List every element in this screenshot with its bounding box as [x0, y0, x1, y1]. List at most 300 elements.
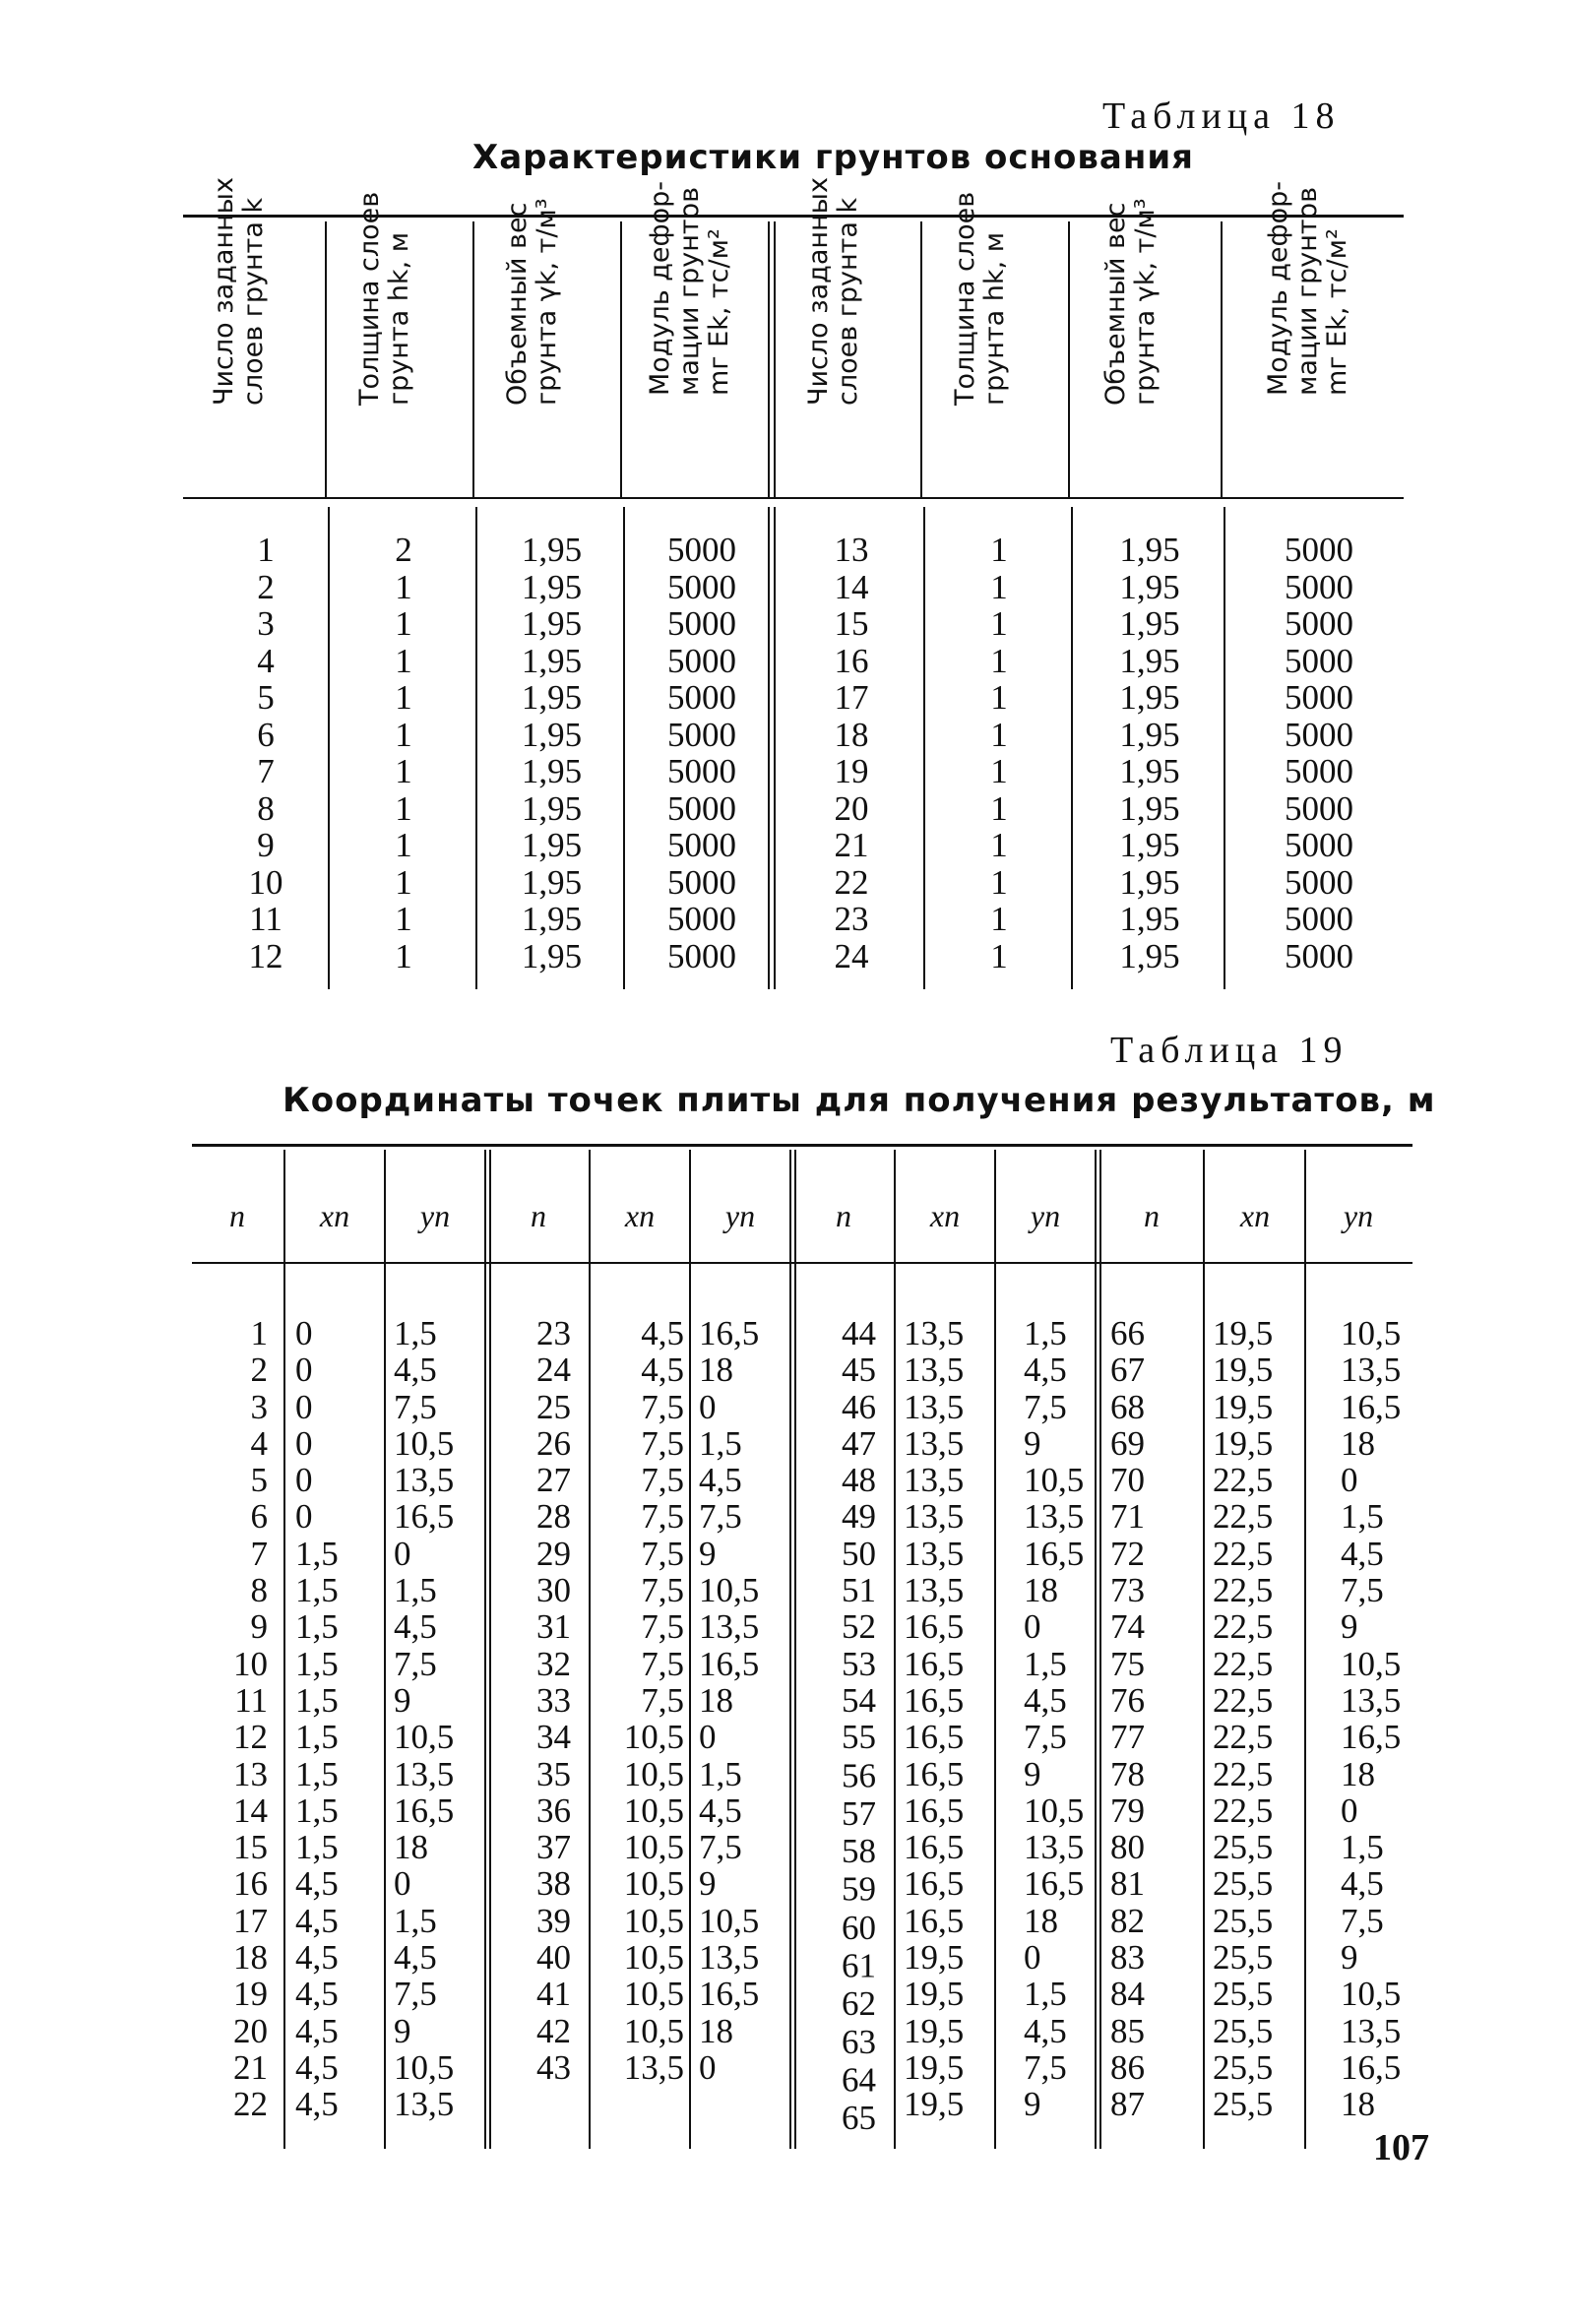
table-cell: 0: [394, 1534, 411, 1573]
table-cell: 13,5: [1024, 1497, 1085, 1537]
table-cell: 16,5: [904, 1680, 965, 1720]
t18-header-text: Модуль дефор- мации грунтов mг Ek, тс/м²: [1263, 181, 1352, 396]
table-cell: 10,5: [623, 1901, 684, 1940]
table-cell: 7,5: [1024, 1718, 1067, 1757]
table-cell: 1: [395, 788, 412, 828]
table-cell: 7,5: [641, 1607, 684, 1647]
t19-header-text: yn: [1343, 1198, 1374, 1233]
table-cell: 19: [834, 752, 869, 790]
table-cell: 1,5: [1341, 1828, 1384, 1867]
table-cell: 1: [990, 936, 1008, 975]
table19-header-rule: [192, 1262, 1412, 1264]
table-cell: 1,95: [1119, 567, 1180, 606]
t19-sep: [894, 1150, 896, 2149]
table-cell: 19,5: [904, 2011, 965, 2050]
t19-header-y: [1309, 1186, 1408, 1245]
table-cell: 10,5: [699, 1901, 760, 1940]
table-cell: 1,5: [394, 1314, 437, 1352]
table-cell: 25,5: [1213, 1975, 1274, 2014]
table-cell: 4,5: [1341, 1534, 1384, 1573]
table-cell: 1: [395, 641, 412, 680]
table-cell: 19,5: [904, 1938, 965, 1978]
table-cell: 18: [1341, 1423, 1375, 1463]
table-cell: 4,5: [394, 1350, 437, 1390]
table-cell: 7,5: [1024, 1387, 1067, 1426]
table-cell: 7,5: [699, 1828, 742, 1867]
table-cell: 39: [536, 1901, 571, 1940]
table-cell: 87: [1110, 2085, 1145, 2124]
table-cell: 7,5: [394, 1387, 437, 1426]
table-cell: 1,95: [521, 936, 583, 975]
table-cell: 9: [1341, 1607, 1358, 1647]
table-cell: 10,5: [1024, 1790, 1085, 1830]
t18-header-cell: [922, 191, 1068, 494]
table-cell: 85: [1110, 2011, 1145, 2050]
table-cell: 16,5: [394, 1497, 455, 1537]
table-cell: 1,95: [1119, 826, 1180, 864]
t19-header-n: n: [836, 1198, 851, 1233]
table-cell: 16: [233, 1864, 268, 1904]
table-cell: 4,5: [394, 1607, 437, 1647]
table-cell: 1,5: [394, 1901, 437, 1940]
table-cell: 37: [536, 1828, 571, 1867]
table-cell: 5000: [1285, 641, 1353, 680]
table-cell: 7,5: [641, 1534, 684, 1573]
table-cell: 1: [990, 567, 1008, 606]
table-cell: 5000: [667, 567, 736, 606]
table-cell: 1,95: [521, 641, 583, 680]
table-cell: 18: [699, 1350, 733, 1390]
table-cell: 0: [699, 1718, 717, 1757]
table-cell: 80: [1110, 1828, 1145, 1867]
table-cell: 5000: [667, 604, 736, 643]
table-cell: 13,5: [904, 1461, 965, 1500]
table-cell: 41: [536, 1975, 571, 2014]
table-cell: 1,5: [1024, 1975, 1067, 2014]
table-cell: 1,5: [699, 1754, 742, 1793]
table-cell: 18: [699, 1680, 733, 1720]
table-cell: 22,5: [1213, 1754, 1274, 1793]
t18-hsep: [768, 221, 770, 497]
table-cell: 16,5: [1024, 1864, 1085, 1904]
table-cell: 7,5: [1341, 1571, 1384, 1610]
table-cell: 35: [536, 1754, 571, 1793]
table-cell: 5000: [1285, 752, 1353, 790]
table-cell: 2: [250, 1350, 268, 1390]
table-cell: 70: [1110, 1461, 1145, 1500]
table-cell: 5000: [667, 936, 736, 975]
table-cell: 1,5: [394, 1571, 437, 1610]
table-cell: 1,95: [521, 604, 583, 643]
table-cell: 10: [233, 1644, 268, 1683]
table-cell: 10,5: [1341, 1314, 1402, 1352]
t19-column: [1213, 1315, 1299, 2123]
table-cell: 65: [842, 2099, 876, 2138]
t19-sep: [1095, 1150, 1097, 2149]
table-cell: 13,5: [394, 1754, 455, 1793]
table-cell: 0: [1341, 1790, 1358, 1830]
t19-header-x: [285, 1186, 384, 1245]
t19-sep: [484, 1150, 486, 2149]
table-cell: 10,5: [623, 1975, 684, 2014]
table-cell: 20: [233, 2011, 268, 2050]
table-cell: 50: [842, 1534, 876, 1573]
table-cell: 13,5: [699, 1607, 760, 1647]
table-cell: 18: [1024, 1571, 1058, 1610]
table18-caption: Характеристики грунтов основания: [472, 138, 1195, 177]
t18-bsep: [774, 507, 776, 989]
table-cell: 5000: [1285, 604, 1353, 643]
table-cell: 4,5: [1024, 1680, 1067, 1720]
table-cell: 16: [834, 641, 869, 680]
table-cell: 22,5: [1213, 1497, 1274, 1537]
t19-header-y: [996, 1186, 1095, 1245]
table-cell: 21: [834, 826, 869, 864]
table-cell: 30: [536, 1571, 571, 1610]
table-cell: 2: [257, 567, 275, 606]
t18-bsep: [623, 507, 625, 989]
table-cell: 13,5: [1024, 1828, 1085, 1867]
t18-header-cell: [327, 191, 472, 494]
table-cell: 13,5: [904, 1497, 965, 1537]
table-cell: 4: [257, 641, 275, 680]
table-cell: 13,5: [394, 2085, 455, 2124]
table-cell: 4,5: [295, 2047, 339, 2087]
table-cell: 14: [233, 1790, 268, 1830]
t19-sep: [1099, 1150, 1101, 2149]
table-cell: 68: [1110, 1387, 1145, 1426]
t18-header-text: Толщина слоев грунта hk, м: [354, 191, 414, 406]
t19-header-text: xn: [929, 1198, 961, 1233]
table-cell: 1,5: [295, 1571, 339, 1610]
table-cell: 29: [536, 1534, 571, 1573]
table-cell: 1: [990, 678, 1008, 717]
table-cell: 4,5: [641, 1314, 684, 1352]
table-cell: 32: [536, 1644, 571, 1683]
table-cell: 0: [1024, 1607, 1041, 1647]
table-cell: 5000: [1285, 531, 1353, 569]
table-cell: 1,95: [1119, 788, 1180, 828]
table-cell: 1,95: [521, 678, 583, 717]
table-cell: 9: [1024, 1754, 1041, 1793]
table-cell: 25,5: [1213, 1828, 1274, 1867]
table-cell: 36: [536, 1790, 571, 1830]
table-cell: 31: [536, 1607, 571, 1647]
table-cell: 3: [250, 1387, 268, 1426]
table-cell: 19,5: [904, 2047, 965, 2087]
page-number: 107: [1373, 2127, 1429, 2168]
table-cell: 4,5: [394, 1938, 437, 1978]
table-cell: 0: [699, 1387, 717, 1426]
table-cell: 1,95: [1119, 678, 1180, 717]
table-cell: 17: [233, 1901, 268, 1940]
t19-column: [497, 1315, 571, 2086]
table-cell: 16,5: [394, 1790, 455, 1830]
table-cell: 67: [1110, 1350, 1145, 1390]
table-cell: 46: [842, 1387, 876, 1426]
table-cell: 4,5: [641, 1350, 684, 1390]
table-cell: 7,5: [641, 1571, 684, 1610]
table-cell: 16,5: [1341, 1718, 1402, 1757]
table-cell: 40: [536, 1938, 571, 1978]
table-cell: 51: [842, 1571, 876, 1610]
table-cell: 8: [250, 1571, 268, 1610]
t18-column: [787, 532, 915, 974]
t19-header-text: xn: [624, 1198, 656, 1233]
table-cell: 6: [257, 715, 275, 754]
table-cell: 1,5: [295, 1534, 339, 1573]
table-cell: 24: [536, 1350, 571, 1390]
table-cell: 82: [1110, 1901, 1145, 1940]
t18-header-text: Число заданных слоев грунта k: [802, 177, 863, 406]
table-cell: 5000: [667, 531, 736, 569]
table-cell: 4,5: [295, 2085, 339, 2124]
t18-header-cell: [622, 181, 768, 494]
table-cell: 16,5: [904, 1644, 965, 1683]
table-cell: 4,5: [295, 1975, 339, 2014]
table-cell: 4,5: [699, 1461, 742, 1500]
t19-sep: [794, 1150, 796, 2149]
table-cell: 13: [834, 531, 869, 569]
table-cell: 63: [842, 2022, 876, 2061]
t18-bsep: [923, 507, 925, 989]
table-cell: 0: [699, 2047, 717, 2087]
t19-column: [1110, 1315, 1194, 2123]
t18-bsep: [1224, 507, 1225, 989]
table-cell: 9: [1341, 1938, 1358, 1978]
table-cell: 13,5: [1341, 1350, 1402, 1390]
t19-header-n: n: [531, 1198, 546, 1233]
t18-header-cell: [183, 177, 325, 494]
table-cell: 17: [834, 678, 869, 717]
table-cell: 1,95: [1119, 900, 1180, 938]
table-cell: 18: [394, 1828, 428, 1867]
table-cell: 1,95: [1119, 641, 1180, 680]
table-cell: 1: [990, 862, 1008, 902]
table-cell: 9: [257, 826, 275, 864]
table-cell: 74: [1110, 1607, 1145, 1647]
table-cell: 4,5: [295, 1938, 339, 1978]
table-cell: 53: [842, 1644, 876, 1683]
table-cell: 78: [1110, 1754, 1145, 1793]
table-cell: 1,95: [521, 862, 583, 902]
t19-column: [904, 1315, 990, 2123]
table-cell: 5000: [667, 788, 736, 828]
t19-sep: [689, 1150, 691, 2149]
table-cell: 1,5: [295, 1790, 339, 1830]
table-cell: 13,5: [904, 1571, 965, 1610]
t18-bsep: [1071, 507, 1073, 989]
table-cell: 7,5: [641, 1461, 684, 1500]
table-cell: 11: [249, 900, 282, 938]
table-cell: 5000: [667, 826, 736, 864]
table-cell: 28: [536, 1497, 571, 1537]
table-cell: 1: [990, 531, 1008, 569]
table-cell: 10,5: [623, 2011, 684, 2050]
table-cell: 1,5: [295, 1754, 339, 1793]
table-cell: 47: [842, 1423, 876, 1463]
table-cell: 9: [1024, 1423, 1041, 1463]
table-cell: 10,5: [623, 1754, 684, 1793]
table-cell: 42: [536, 2011, 571, 2050]
table-cell: 16,5: [699, 1975, 760, 2014]
table-cell: 0: [295, 1423, 313, 1463]
table-cell: 13,5: [699, 1938, 760, 1978]
t18-header-text: Объемный вес грунта γk, т/м³: [502, 198, 562, 406]
table-cell: 14: [834, 567, 869, 606]
table-cell: 7,5: [641, 1680, 684, 1720]
table-cell: 13,5: [623, 2047, 684, 2087]
table-cell: 25: [536, 1387, 571, 1426]
table-cell: 1,95: [521, 826, 583, 864]
t19-header-text: xn: [1239, 1198, 1271, 1233]
table-cell: 13,5: [904, 1387, 965, 1426]
table-cell: 3: [257, 604, 275, 643]
table-cell: 71: [1110, 1497, 1145, 1537]
t19-column: [394, 1315, 480, 2123]
table-cell: 7,5: [641, 1497, 684, 1537]
table-cell: 12: [233, 1718, 268, 1757]
table-cell: 1,95: [521, 715, 583, 754]
table-cell: 1,5: [295, 1718, 339, 1757]
t19-header-x: [591, 1186, 689, 1245]
table-cell: 1: [395, 715, 412, 754]
table-cell: 15: [834, 604, 869, 643]
t18-column: [485, 532, 618, 974]
table-cell: 4,5: [699, 1790, 742, 1830]
table-cell: 48: [842, 1461, 876, 1500]
t19-header-text: yn: [724, 1198, 756, 1233]
table-cell: 10,5: [623, 1938, 684, 1978]
table-cell: 16,5: [904, 1718, 965, 1757]
table-cell: 1: [990, 604, 1008, 643]
t19-column: [802, 1314, 876, 2138]
table-cell: 16,5: [699, 1644, 760, 1683]
table-cell: 10,5: [1341, 1975, 1402, 2014]
table-cell: 24: [834, 936, 869, 975]
table18-label: Таблица 18: [1102, 95, 1341, 137]
table-cell: 5000: [1285, 900, 1353, 938]
table-cell: 16,5: [904, 1754, 965, 1793]
table-cell: 1,5: [295, 1680, 339, 1720]
table-cell: 22,5: [1213, 1790, 1274, 1830]
t19-sep: [589, 1150, 591, 2149]
table-cell: 19: [233, 1975, 268, 2014]
table-cell: 1,95: [1119, 862, 1180, 902]
table-cell: 7,5: [699, 1497, 742, 1537]
table-cell: 1: [250, 1314, 268, 1352]
table-cell: 22,5: [1213, 1571, 1274, 1610]
table-cell: 44: [842, 1314, 876, 1352]
table-cell: 52: [842, 1607, 876, 1647]
table-cell: 1,95: [521, 567, 583, 606]
table-cell: 5: [257, 678, 275, 717]
table-cell: 7,5: [394, 1644, 437, 1683]
table-cell: 79: [1110, 1790, 1145, 1830]
t18-header-text: Число заданных слоев грунта k: [209, 177, 269, 406]
table-cell: 5000: [667, 752, 736, 790]
table-cell: 22,5: [1213, 1607, 1274, 1647]
table-cell: 75: [1110, 1644, 1145, 1683]
table-cell: 84: [1110, 1975, 1145, 2014]
t19-header-text: xn: [319, 1198, 350, 1233]
table-cell: 25,5: [1213, 2085, 1274, 2124]
t19-header-x: [896, 1186, 994, 1245]
table-cell: 4: [250, 1423, 268, 1463]
table-cell: 22: [834, 862, 869, 902]
table-cell: 4,5: [295, 1901, 339, 1940]
t19-column: [1341, 1315, 1419, 2123]
table-cell: 1,95: [1119, 604, 1180, 643]
table-cell: 27: [536, 1461, 571, 1500]
table-cell: 4,5: [295, 2011, 339, 2050]
t18-column: [340, 532, 468, 974]
t18-header-text: Модуль дефор- мации грунтов mг Ek, тс/м²: [645, 181, 734, 396]
table-cell: 34: [536, 1718, 571, 1757]
table-cell: 5000: [667, 862, 736, 902]
table-cell: 45: [842, 1350, 876, 1390]
t19-column: [295, 1315, 379, 2123]
table-cell: 1: [395, 862, 412, 902]
table18-header-rule: [183, 497, 1404, 499]
table-cell: 25,5: [1213, 1938, 1274, 1978]
t19-column: [594, 1315, 684, 2086]
table-cell: 23: [536, 1314, 571, 1352]
table-cell: 18: [699, 2011, 733, 2050]
table-cell: 38: [536, 1864, 571, 1904]
table-cell: 16,5: [1341, 1387, 1402, 1426]
table-cell: 4,5: [295, 1864, 339, 1904]
table-cell: 21: [233, 2047, 268, 2087]
table-cell: 62: [842, 1984, 876, 2024]
table-cell: 26: [536, 1423, 571, 1463]
table-cell: 0: [295, 1461, 313, 1500]
table-cell: 77: [1110, 1718, 1145, 1757]
t18-bsep: [475, 507, 477, 989]
t18-header-cell: [1070, 198, 1221, 494]
table-cell: 5000: [667, 900, 736, 938]
table-cell: 13,5: [904, 1314, 965, 1352]
table-cell: 25,5: [1213, 2047, 1274, 2087]
t19-header-text: yn: [419, 1198, 451, 1233]
table-cell: 12: [248, 936, 283, 975]
table-cell: 1: [395, 604, 412, 643]
table-cell: 13,5: [394, 1461, 455, 1500]
table-cell: 9: [394, 2011, 411, 2050]
table-cell: 11: [234, 1680, 268, 1720]
table-cell: 1: [395, 936, 412, 975]
table-cell: 10,5: [623, 1718, 684, 1757]
table-cell: 23: [834, 900, 869, 938]
table-cell: 10,5: [623, 1790, 684, 1830]
table-cell: 7,5: [1341, 1901, 1384, 1940]
table-cell: 9: [699, 1864, 717, 1904]
table-cell: 16,5: [699, 1314, 760, 1352]
t19-sep: [1304, 1150, 1306, 2149]
table-cell: 64: [842, 2060, 876, 2100]
table-cell: 72: [1110, 1534, 1145, 1573]
t18-header-cell: [474, 198, 620, 494]
table-cell: 22,5: [1213, 1534, 1274, 1573]
table-cell: 19,5: [904, 2085, 965, 2124]
table-cell: 58: [842, 1832, 876, 1871]
t19-sep: [384, 1150, 386, 2149]
table-cell: 1,5: [295, 1607, 339, 1647]
table-cell: 25,5: [1213, 1864, 1274, 1904]
table-cell: 10,5: [394, 1718, 455, 1757]
table-cell: 66: [1110, 1314, 1145, 1352]
table-cell: 9: [394, 1680, 411, 1720]
